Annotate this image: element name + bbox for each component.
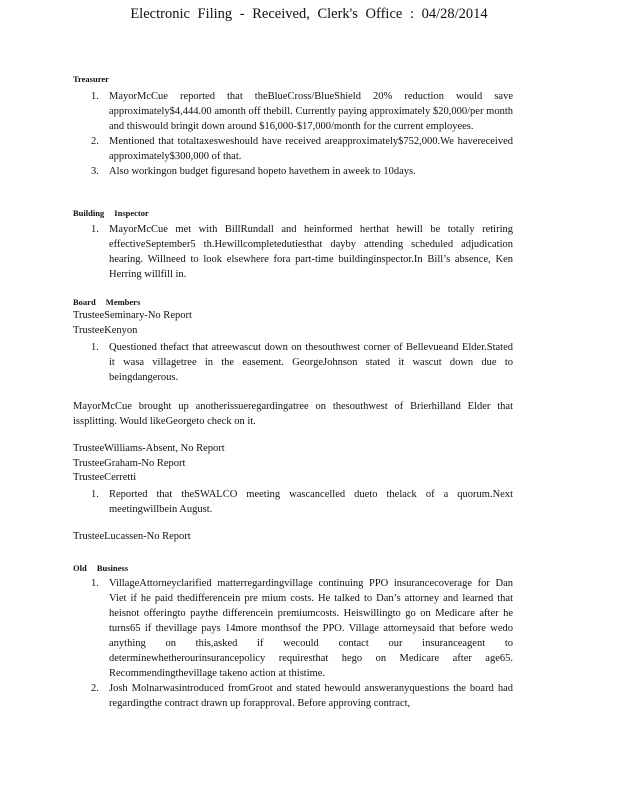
list-item bbox=[73, 340, 513, 385]
mayor-tree-paragraph: MayorMcCue brought up anotherissueregardingatree on thesouthwest of Brierhilland Elder that issplitting. Would likeGeorgeto check on it. bbox=[73, 401, 513, 427]
filing-header: Electronic Filing - Received, Clerk's Office : 04/28/2014 bbox=[130, 6, 488, 22]
treasurer-list bbox=[73, 89, 513, 179]
item-text: Questioned thefact that atreewascut down on thesouthwest corner of Bellevueand Elder.Stated it wasa villagetree in the easement. GeorgeJohnson stated it wascut down due to beingdangerous. bbox=[109, 342, 513, 383]
item-number: 1. bbox=[91, 578, 99, 589]
cerretti-list bbox=[73, 487, 513, 517]
item-number: 1. bbox=[91, 91, 99, 102]
item-number: 2. bbox=[91, 683, 99, 694]
section-heading-old-business: Old Business bbox=[73, 563, 129, 573]
kenyon-list bbox=[73, 340, 513, 385]
item-number: 1. bbox=[91, 489, 99, 500]
item-text: MayorMcCue reported that theBlueCross/BlueShield 20% reduction would save approximately$4,444.00 amonth off thebill. Currently paying approximately $20,000/per month and thiswould bringit down around $16,000-$17,000/month for the current employees. bbox=[109, 91, 513, 132]
list-item bbox=[73, 164, 513, 179]
item-number: 1. bbox=[91, 342, 99, 353]
item-text: Reported that theSWALCO meeting wascancelled dueto thelack of a quorum.Next meetingwillbein August. bbox=[109, 489, 513, 515]
trustee-kenyon-label: TrusteeKenyon bbox=[73, 325, 138, 336]
item-text: Also workingon budget figuresand hopeto havethem in aweek to 10days. bbox=[109, 166, 416, 177]
item-text: Mentioned that totaltaxesweshould have received areapproximately$752,000.We havereceived approximately$300,000 of that. bbox=[109, 136, 513, 162]
old-business-list bbox=[73, 576, 513, 711]
list-item bbox=[73, 576, 513, 681]
item-text: MayorMcCue met with BillRundall and heinformed herthat hewill be totally retiring effectiveSeptember5 th.Hewillcompletedutiesthat dayby attending scheduled adjudication hearing. Willneed to look elsewhere fora part-time buildinginspector.In Bill’s absence, Ken Herring willfill in. bbox=[109, 224, 513, 280]
list-item bbox=[73, 134, 513, 164]
item-text: VillageAttorneyclarified matterregardingvillage continuing PPO insurancecoverage for Dan Viet if he paid thedifferencein pre mium costs. He talked to Dan’s attorney and learned that heisnot offeringto paythe differencein premiumcosts. Heiswillingto go on Medicare after he turns65 if thevillage pays 14more monthsof the PPO. Village attorneysaid that before wedo anything on this,asked if wecould contact our insuranceagent to determinewhetherourinsurancepolicy requiresthat hego on Medicare after age65. Recommendingthevillage takeno action at thistime. bbox=[109, 578, 513, 679]
section-heading-board-members: Board Members bbox=[73, 297, 141, 307]
list-item bbox=[73, 681, 513, 711]
item-number: 3. bbox=[91, 166, 99, 177]
section-heading-building-inspector: Building Inspector bbox=[73, 208, 149, 218]
list-item bbox=[73, 89, 513, 134]
item-text: Josh Molnarwasintroduced fromGroot and stated hewould answeranyquestions the board had regardingthe contract drawn up forapproval. Before approving contract, bbox=[109, 683, 513, 709]
trustee-williams-report: TrusteeWilliams-Absent, No Report bbox=[73, 443, 225, 454]
trustee-graham-report: TrusteeGraham-No Report bbox=[73, 458, 186, 469]
trustee-lucassen-report: TrusteeLucassen-No Report bbox=[73, 531, 191, 542]
section-heading-treasurer: Treasurer bbox=[73, 74, 109, 84]
trustee-cerretti-label: TrusteeCerretti bbox=[73, 472, 137, 483]
trustee-seminary-report: TrusteeSeminary-No Report bbox=[73, 310, 192, 321]
list-item bbox=[73, 487, 513, 517]
item-number: 2. bbox=[91, 136, 99, 147]
inspector-list bbox=[73, 222, 513, 282]
list-item bbox=[73, 222, 513, 282]
item-number: 1. bbox=[91, 224, 99, 235]
